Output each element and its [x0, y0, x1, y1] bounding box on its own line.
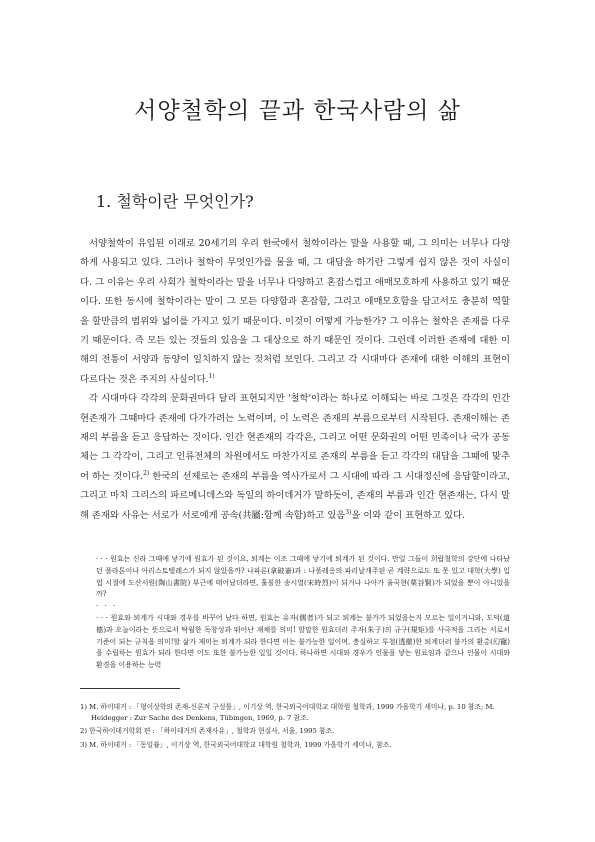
quote-paragraph: · · · 원효와 퇴계가 시대와 경우를 바꾸어 났다 하면, 원효는 유자(儒者)가 되고 퇴계는 불가가 되었을는지 모르는 일이거니와, 도덕(道德)과 오늘이라는 뜻으로서 탁월한 독창성과 뛰어난 재체를 의미! 할말한 원효더러 주자(朱子)의 규구(規矩)를 사극적을 그리는 서로서 기준이 되는 규칙을 의미!할 삶가 재미는 퇴계가 되라 한다면 이는 불가능한 일이며, 충실하고 투철(透徹)한 퇴계더러 불가의 환총(幻寵)을 수립하는 원효가 되라 한다면 이도 또한 불가능한 일일 것이다. 하나하면 시대와 경우가 인물을 낳는 원료임과 같으나 인물이 시대와 환경을 이용하는 능력 [96, 613, 510, 670]
quote-paragraph: · · · 원효는 신라 그때에 낳기에 원효가 된 것이요, 퇴계는 이조 그때에 낳기에 퇴계가 된 것이다. 만일 그들이 희랍철학의 강단에 나타났던 플라톤이나 아리스토텔레스가 되지 않았을까? 나파론(拿破崙)과 : 나폴레옹의 파리날개주된 곧 계략으로도 또 못 있고 대학(大學) 입법 시절에 도산서원(陶山書院) 부근에 태어났더라면, 훌륭한 송시열(宋時烈)이 되거나 나아가 율곡현(栗谷賢)가 되었을 뿐이 아니었을까? [96, 555, 510, 599]
block-quote [96, 554, 510, 672]
body-text [80, 234, 510, 525]
footnote-marker: 3) [345, 508, 352, 516]
footnote: 1) M. 하이데거 : 「형이상학의 존재-신론적 구성틀」, 이기상 역, 한국외국어대학교 대학원 철학과, 1999 가을학기 세미나, p. 10 참조; M. Heidegger : Zur Sache des Denkens, Tübingen, 1969, p. 7 참조. [80, 703, 495, 723]
section-heading: 1. 철학이란 무엇인가? [96, 192, 254, 211]
footnote: 2) 한국하이데거학회 편 : 「하이데거의 존재사유」, 철학과 현실사, 서울, 1995 참조. [80, 727, 335, 736]
paragraph-text: 을 이와 같이 표현하고 있다. [351, 509, 465, 521]
paragraph [80, 234, 510, 389]
quote-ellipsis: · · · [96, 602, 118, 611]
page-title: 서양철학의 끝과 한국사람의 삶 [134, 98, 461, 124]
paragraph-text: 한국의 선제로는 존재의 부름을 역사가로서 그 시대에 따라 그 시대정신에 응답할이라고, 그리고 마치 그리스의 파르메니데스와 독일의 하이데거가 말하듯이, 존재의 부름과 인간 현존재는, 다시 말해 존재와 사유는 서로가 서로에게 공속(共屬:함께 속함)하고 있음 [80, 470, 510, 521]
footnote: 3) M. 하이데거 : 「동일률」, 이기상 역, 한국외국어대학교 대학원 철학과, 1999 가을학기 세미나, 참조. [80, 740, 392, 749]
paragraph-text: 서양철학이 유입된 이래로 20세기의 우리 한국에서 철학이라는 말을 사용할 때, 그 의미는 너무나 다양하게 사용되고 있다. 그러나 철학이 무엇인가를 물을 때, 그 대답을 하기란 그렇게 쉽지 않은 것이 사실이다. 그 이유는 우리 사회가 철학이라는 말을 너무나 다양하고 혼잡스럽고 애매모호하게 사용하고 있기 때문이다. 또한 동시에 철학이라는 말이 그 모든 다양함과 혼잡함, 그리고 애매모호함을 담고서도 충분히 역할을 할만큼의 범위와 넓이를 가지고 있기 때문이다. 이것이 어떻게 가능한가? 그 이유는 철학은 존재를 다루기 때문이다. 즉 모든 있는 것들의 있음을 그 대상으로 하기 때문인 것이다. 그런데 이러한 존재에 대한 이해의 전통이 서양과 동양이 일치하지 않는 것처럼 보인다. 그리고 각 시대마다 존재에 대한 이해의 표현이 다르다는 것은 주지의 사실이다. [80, 238, 510, 385]
paragraph [80, 389, 510, 525]
footnote-marker: 1) [208, 372, 215, 380]
paragraph-text: 각 시대마다 각각의 문화권마다 달리 표현되지만 '철학'이라는 하나로 이해되는 바로 그것은 각각의 인간 현존재가 그때마다 존재에 다가가려는 노력이며, 이 노력은 존재의 부름으로부터 시작된다. 존재이해는 존재의 부름을 듣고 응답하는 것이다. 인간 현존재의 각각은, 그리고 어떤 문화권의 어떤 민족이나 국가 공동체는 그 각각이, 그리고 인류전체의 차원에서도 마찬가지로 존재의 부름을 듣고 각각의 대답을 그때에 맞추어 하는 것이다. [80, 393, 510, 482]
footnote-marker: 2) [143, 469, 150, 477]
footnote-divider [80, 688, 180, 689]
footnotes [80, 702, 512, 753]
